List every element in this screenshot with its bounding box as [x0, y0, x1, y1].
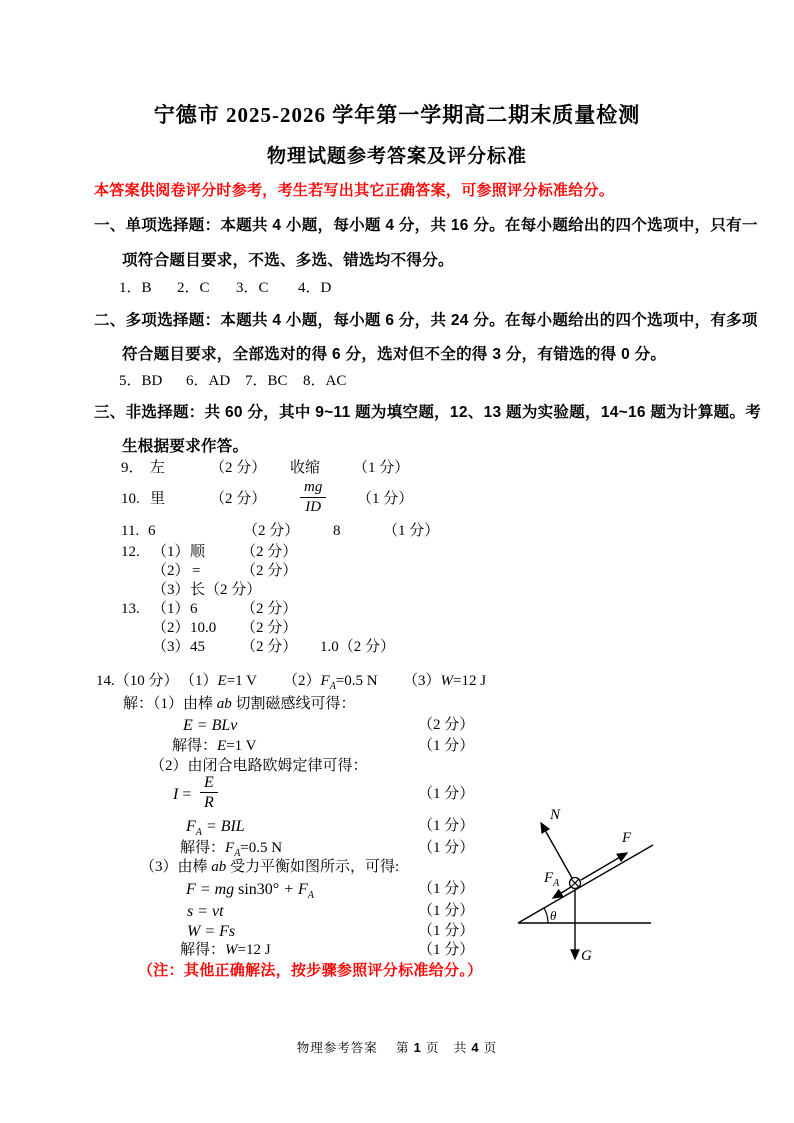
q9-answer-2: 收缩 [290, 460, 321, 476]
q14-sol-intro [0, 695, 794, 717]
q13-row-3 [0, 638, 794, 660]
q13-score-3: （2 分） [241, 639, 298, 655]
answer-8: 8．AC [303, 373, 347, 389]
q9-score-2: （1 分） [353, 460, 410, 476]
q10-row [0, 479, 794, 515]
section1-heading-line2: 项符合题目要求，不选、多选、错选均不得分。 [122, 252, 454, 269]
solve-1-text: 解得：E=1 V [172, 738, 257, 754]
fraction-numerator: E [200, 773, 218, 793]
q13-number: 13. [121, 601, 140, 617]
footer-total-suffix: 页 [483, 1041, 498, 1055]
answer-3: 3．C [236, 280, 269, 296]
q9-number: 9． [121, 460, 144, 476]
q13-answer-3: 45 [190, 639, 205, 655]
q12-number: 12. [121, 544, 140, 560]
q12-answer-2: = [192, 563, 201, 579]
formula-3a-score: （1 分） [418, 881, 475, 897]
q10-fraction-answer [300, 478, 326, 517]
q13-score-1: （2 分） [241, 601, 298, 617]
theta-label: θ [550, 908, 557, 923]
q14-head-row [0, 672, 794, 694]
ampere-force-label: $F_A$ [544, 870, 560, 889]
force-diagram [503, 797, 718, 997]
q9-answer-1: 左 [150, 460, 166, 476]
formula-i-lhs: I = [173, 786, 192, 803]
formula-e-blv: E = BLv [183, 717, 238, 734]
q14-sol-intro-text: 解：（1）由棒 ab 切割磁感线可得： [123, 696, 356, 712]
fraction-denominator: ID [305, 499, 322, 515]
footer-doc-name: 物理参考答案 [296, 1041, 378, 1055]
section3-heading-line1: 三、非选择题：共 60 分，其中 9~11 题为填空题，12、13 题为实验题，14~16 题为计算题。考 [94, 404, 762, 421]
answer-6: 6．AD [186, 373, 231, 389]
answer-4: 4．D [298, 280, 332, 296]
part3-intro-text: （3）由棒 ab 受力平衡如图所示，可得: [140, 859, 400, 875]
incline-line [518, 845, 653, 923]
current-into-page-icon [570, 878, 581, 889]
solve-3-text: 解得：W=12 J [180, 942, 271, 958]
q10-answer-1: 里 [150, 491, 166, 507]
q12-answer-1: 顺 [190, 544, 206, 560]
section1-heading-line1: 一、单项选择题：本题共 4 小题，每小题 4 分，共 16 分。在每小题给出的四个选项中，只有一 [94, 217, 758, 234]
q10-score-2: （1 分） [357, 491, 414, 507]
footer-total-number: 4 [471, 1040, 480, 1055]
q13-answer-4: 1.0（2 分） [320, 639, 396, 655]
q14-answer-3: （3）W=12 J [403, 673, 487, 689]
q12-part-1: （1） [152, 544, 190, 560]
q12-answer-3: 长（2 分） [190, 582, 262, 598]
q14-answer-1: （1）E=1 V [180, 673, 257, 689]
formula-2b-score: （1 分） [418, 818, 475, 834]
section2-heading-line1: 二、多项选择题：本题共 4 小题，每小题 6 分，共 24 分。在每小题给出的四个选项中，有多项 [94, 312, 758, 329]
solve-1-score: （1 分） [418, 738, 475, 754]
footer-total-prefix: 共 [453, 1041, 468, 1055]
gravity-label: G [581, 948, 592, 964]
footer-page-prefix: 第 [395, 1041, 410, 1055]
page-subtitle: 物理试题参考答案及评分标准 [266, 146, 527, 167]
q9-score-1: （2 分） [210, 460, 267, 476]
normal-force-label: N [550, 807, 561, 823]
theta-arc [544, 908, 548, 923]
q12-score-2: （2 分） [241, 563, 298, 579]
q11-score-1: （2 分） [243, 523, 300, 539]
q11-score-2: （1 分） [383, 523, 440, 539]
formula-2a-score: （1 分） [418, 786, 475, 802]
q10-score-1: （2 分） [210, 491, 267, 507]
q12-part-3: （3） [152, 582, 190, 598]
q14-answer-2: $(2)F_A=0.5$ N [283, 673, 378, 692]
q11-number: 11. [121, 523, 140, 539]
answer-2: 2．C [177, 280, 210, 296]
section1-answers [0, 279, 794, 301]
applied-force-arrow [581, 853, 627, 880]
section2-heading-line2: 符合题目要求，全部选对的得 6 分，选对但不全的得 3 分，有错选的得 0 分。 [122, 346, 667, 363]
solve-3-score: （1 分） [418, 942, 475, 958]
q10-number: 10. [121, 491, 140, 507]
formula-3c-score: （1 分） [418, 923, 475, 939]
q14-number: 14.（10 分） [96, 673, 179, 689]
formula-s-vt: s = vt [187, 903, 224, 920]
page-title: 宁德市 2025-2026 学年第一学期高二期末质量检测 [153, 103, 641, 127]
q13-score-2: （2 分） [241, 620, 298, 636]
alternate-solution-note: （注：其他正确解法，按步骤参照评分标准给分。） [138, 962, 483, 979]
answer-7: 7．BC [245, 373, 288, 389]
grading-notice: 本答案供阅卷评分时参考，考生若写出其它正确答案，可参照评分标准给分。 [94, 182, 615, 199]
applied-force-label: F [622, 830, 632, 846]
q9-row [0, 459, 794, 481]
formula-1-score: （2 分） [418, 717, 475, 733]
q12-score-1: （2 分） [241, 544, 298, 560]
formula-3b-score: （1 分） [418, 903, 475, 919]
footer-page-suffix: 页 [425, 1041, 440, 1055]
q14-formula-1 [0, 716, 794, 738]
part2-intro-text: （2）由闭合电路欧姆定律可得： [150, 758, 368, 774]
q11-answer-1: 6 [148, 523, 156, 539]
q13-part-3: （3） [152, 639, 190, 655]
answer-1: 1．B [119, 280, 152, 296]
formula-f-mgsin: F = mg $\sin 30^\circ + F_A$ [186, 881, 314, 902]
formula-fa-bil: $F_A$ = BIL [186, 818, 245, 839]
q13-part-1: （1） [152, 601, 190, 617]
q13-answer-1: 6 [190, 601, 198, 617]
fraction-denominator: R [204, 794, 214, 811]
page-footer [0, 1038, 794, 1056]
q11-answer-2: 8 [333, 523, 341, 539]
q12-part-2: （2） [152, 563, 190, 579]
formula-i-fraction [200, 773, 218, 812]
fraction-numerator: mg [300, 478, 326, 498]
formula-w-fs: W = Fs [187, 923, 236, 940]
section3-heading-line2: 生根据要求作答。 [122, 438, 249, 455]
footer-page-number: 1 [413, 1040, 422, 1055]
solve-2-text: 解得：$F_A=0.5$ N [180, 840, 283, 859]
q14-solve-1 [0, 737, 794, 759]
q13-answer-2: 10.0 [190, 620, 217, 636]
section2-answers [0, 372, 794, 394]
q13-part-2: （2） [152, 620, 190, 636]
answer-5: 5．BD [119, 373, 163, 389]
q14-part2-intro [0, 757, 794, 779]
q11-row [0, 522, 794, 544]
solve-2-score: （1 分） [418, 840, 475, 856]
